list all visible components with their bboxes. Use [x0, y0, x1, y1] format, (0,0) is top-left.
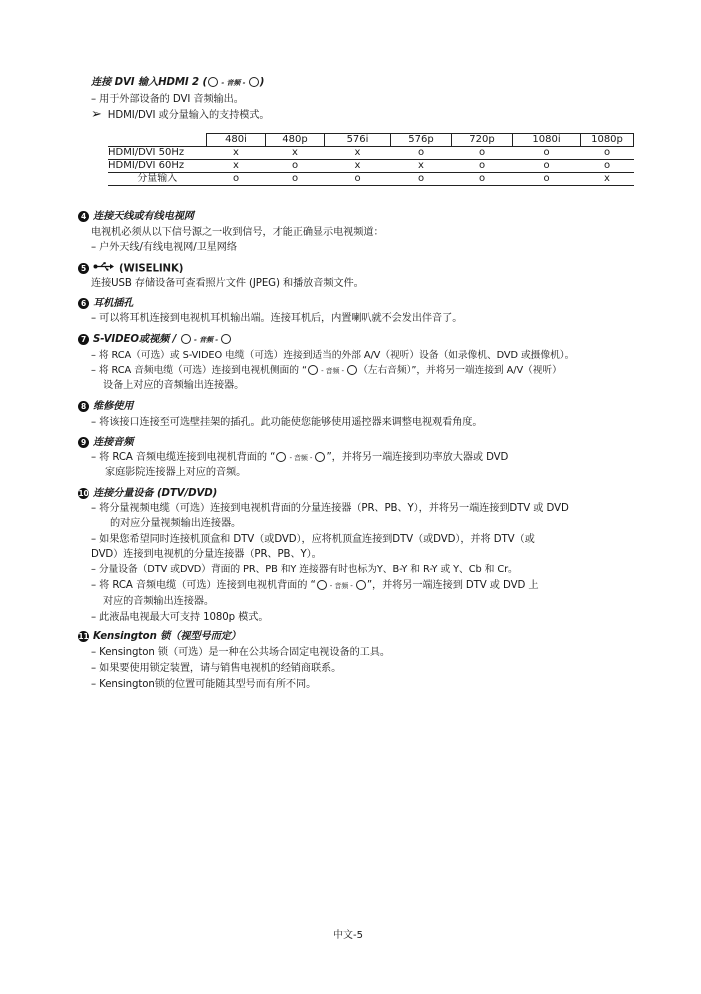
table-header: 480p — [266, 134, 325, 147]
jack-icon — [315, 452, 325, 462]
table-corner — [108, 134, 207, 147]
table-cell: o — [452, 160, 513, 173]
dvi-line1: – 用于外部设备的 DVI 音频输出。 — [91, 94, 244, 105]
section-4-line1: 电视机必须从以下信号源之一收到信号，才能正确显示电视频道： — [91, 227, 384, 238]
jack-icon — [276, 452, 286, 462]
jack-icon — [208, 77, 218, 87]
section-10-line1: – 将分量视频电缆（可选）连接到电视机背面的分量连接器（PR、PB、Y），并将另一端连接到DTV 或 DVD — [91, 503, 569, 514]
section-6-title-text: 耳机插孔 — [93, 298, 134, 309]
arrow-note-icon: ➢ — [91, 107, 102, 122]
table-row — [108, 147, 634, 160]
table-header-row — [108, 134, 634, 147]
section-8-title-text: 维修使用 — [93, 401, 134, 412]
dvi-title-text: 连接 DVI 输入HDMI 2 ( — [91, 77, 208, 88]
jack-icon — [308, 365, 318, 375]
jack-icon — [181, 334, 191, 344]
section-10-line6-b: ”，并将另一端连接到 DTV 或 DVD 上 — [366, 580, 539, 591]
section-10-line3: – 如果您希望同时连接机顶盒和 DTV（或DVD），应将机顶盒连接到DTV（或DVD），并将 DTV（或 — [91, 534, 535, 545]
section-8-title — [78, 400, 133, 413]
section-7-title-mid: - 音频 - — [191, 336, 221, 344]
section-10-line6-mid: - 音频 - — [327, 582, 355, 590]
section-7-line2-mid: - 音频 - — [318, 367, 347, 375]
table-cell: x — [266, 147, 325, 160]
section-10-line7: 对应的音频输出连接器。 — [103, 596, 214, 607]
dvi-note — [91, 108, 269, 122]
table-row — [108, 173, 634, 186]
section-9-line1-b: ”，并将另一端连接到功率放大器或 DVD — [326, 452, 509, 463]
section-5-line1: 连接USB 存储设备可查看照片文件 (JPEG) 和播放音频文件。 — [91, 278, 364, 289]
section-4-title-text: 连接天线或有线电视网 — [93, 211, 194, 222]
section-7-line1: – 将 RCA（可选）或 S-VIDEO 电缆（可选）连接到适当的外部 A/V（视听）设备（如录像机、DVD 或摄像机）。 — [91, 350, 575, 361]
jack-icon — [249, 77, 259, 87]
section-4-title — [78, 210, 194, 223]
section-7-title-text: S-VIDEO或视频 / — [93, 334, 180, 345]
table-header: 720p — [452, 134, 513, 147]
section-9-line1 — [91, 451, 508, 465]
section-7-line2-b: （左右音频）”，并将另一端连接到 A/V（视听） — [358, 365, 562, 376]
number-7-icon: 7 — [78, 334, 89, 345]
section-11-line3: – Kensington锁的位置可能随其型号而有所不同。 — [91, 679, 317, 690]
table-header: 576p — [391, 134, 452, 147]
jack-icon — [356, 580, 366, 590]
number-5-icon: 5 — [78, 263, 89, 274]
section-9-line1-mid: - 音频 - — [287, 454, 315, 462]
section-7-line2-a: – 将 RCA 音频电缆（可选）连接到电视机侧面的 “ — [91, 365, 307, 376]
number-11-icon: 11 — [78, 631, 89, 641]
table-header: 1080i — [513, 134, 581, 147]
section-7-line3: 设备上对应的音频输出连接器。 — [103, 380, 245, 391]
supported-modes-table — [108, 133, 634, 186]
table-cell: x — [207, 147, 266, 160]
number-8-icon: 8 — [78, 401, 89, 412]
table-header: 480i — [207, 134, 266, 147]
table-cell: o — [452, 147, 513, 160]
section-10-line8: – 此液晶电视最大可支持 1080p 模式。 — [91, 612, 269, 623]
table-cell: x — [325, 147, 391, 160]
section-4-line2: – 户外天线/有线电视网/卫星网络 — [91, 242, 237, 253]
section-10-line2: 的对应分量视频输出连接器。 — [110, 518, 242, 529]
table-cell: o — [266, 160, 325, 173]
dvi-note-text: HDMI/DVI 或分量输入的支持模式。 — [107, 110, 270, 121]
section-10-title-text: 连接分量设备 (DTV/DVD) — [93, 488, 218, 499]
table-cell: o — [581, 160, 634, 173]
section-9-title — [78, 436, 133, 449]
table-cell: o — [391, 147, 452, 160]
section-6-title — [78, 297, 133, 310]
row-label: HDMI/DVI 60Hz — [108, 160, 207, 173]
section-5-title-text: (WISELINK) — [119, 263, 184, 275]
jack-icon — [347, 365, 357, 375]
section-11-title — [78, 630, 241, 643]
section-7-title — [78, 333, 232, 347]
section-5-title — [78, 262, 183, 276]
table-cell: o — [513, 173, 581, 186]
table-cell: o — [325, 173, 391, 186]
table-cell: o — [266, 173, 325, 186]
section-10-line5: – 分量设备（DTV 或DVD）背面的 PR、PB 和Y 连接器有时也标为Y、B-Y 和 R-Y 或 Y、Cb 和 Cr。 — [91, 564, 518, 575]
row-label: 分量输入 — [108, 173, 207, 186]
section-8-line1: – 将该接口连接至可选壁挂架的插孔。此功能使您能够使用遥控器来调整电视观看角度。 — [91, 417, 483, 428]
table-cell: o — [207, 173, 266, 186]
table-header: 576i — [325, 134, 391, 147]
section-10-title — [78, 487, 217, 500]
jack-icon — [317, 580, 327, 590]
table-row — [108, 160, 634, 173]
section-10-line6 — [91, 579, 538, 593]
section-9-line1-a: – 将 RCA 音频电缆连接到电视机背面的 “ — [91, 452, 276, 463]
section-11-line1: – Kensington 锁（可选）是一种在公共场合固定电视设备的工具。 — [91, 647, 390, 658]
table-cell: x — [325, 160, 391, 173]
dvi-title-mid: - 音频 - — [219, 79, 248, 87]
table-cell: x — [391, 160, 452, 173]
section-9-title-text: 连接音频 — [93, 437, 134, 448]
section-6-line1: – 可以将耳机连接到电视机耳机输出端。连接耳机后，内置喇叭就不会发出伴音了。 — [91, 313, 463, 324]
table-cell: o — [581, 147, 634, 160]
table-cell: o — [452, 173, 513, 186]
section-10-line6-a: – 将 RCA 音频电缆（可选）连接到电视机背面的 “ — [91, 580, 316, 591]
number-4-icon: 4 — [78, 211, 89, 222]
section-11-title-text: Kensington 锁（视型号而定） — [93, 631, 241, 642]
table-cell: o — [513, 147, 581, 160]
table-header: 1080p — [581, 134, 634, 147]
number-6-icon: 6 — [78, 298, 89, 309]
dvi-title-end: ) — [259, 77, 265, 88]
table-cell: o — [513, 160, 581, 173]
dvi-title — [91, 76, 264, 90]
row-label: HDMI/DVI 50Hz — [108, 147, 207, 160]
section-11-line2: – 如果要使用锁定装置，请与销售电视机的经销商联系。 — [91, 663, 342, 674]
section-10-line4: DVD）连接到电视机的分量连接器（PR、PB、Y）。 — [91, 549, 322, 560]
section-9-line2: 家庭影院连接器上对应的音频。 — [105, 467, 247, 478]
number-10-icon: 10 — [78, 488, 89, 498]
table-cell: x — [581, 173, 634, 186]
number-9-icon: 9 — [78, 437, 89, 448]
section-7-line2 — [91, 364, 562, 378]
table-cell: o — [391, 173, 452, 186]
jack-icon — [221, 334, 231, 344]
usb-icon — [93, 262, 115, 275]
table-cell: x — [207, 160, 266, 173]
page-number: 中文-5 — [333, 930, 363, 941]
